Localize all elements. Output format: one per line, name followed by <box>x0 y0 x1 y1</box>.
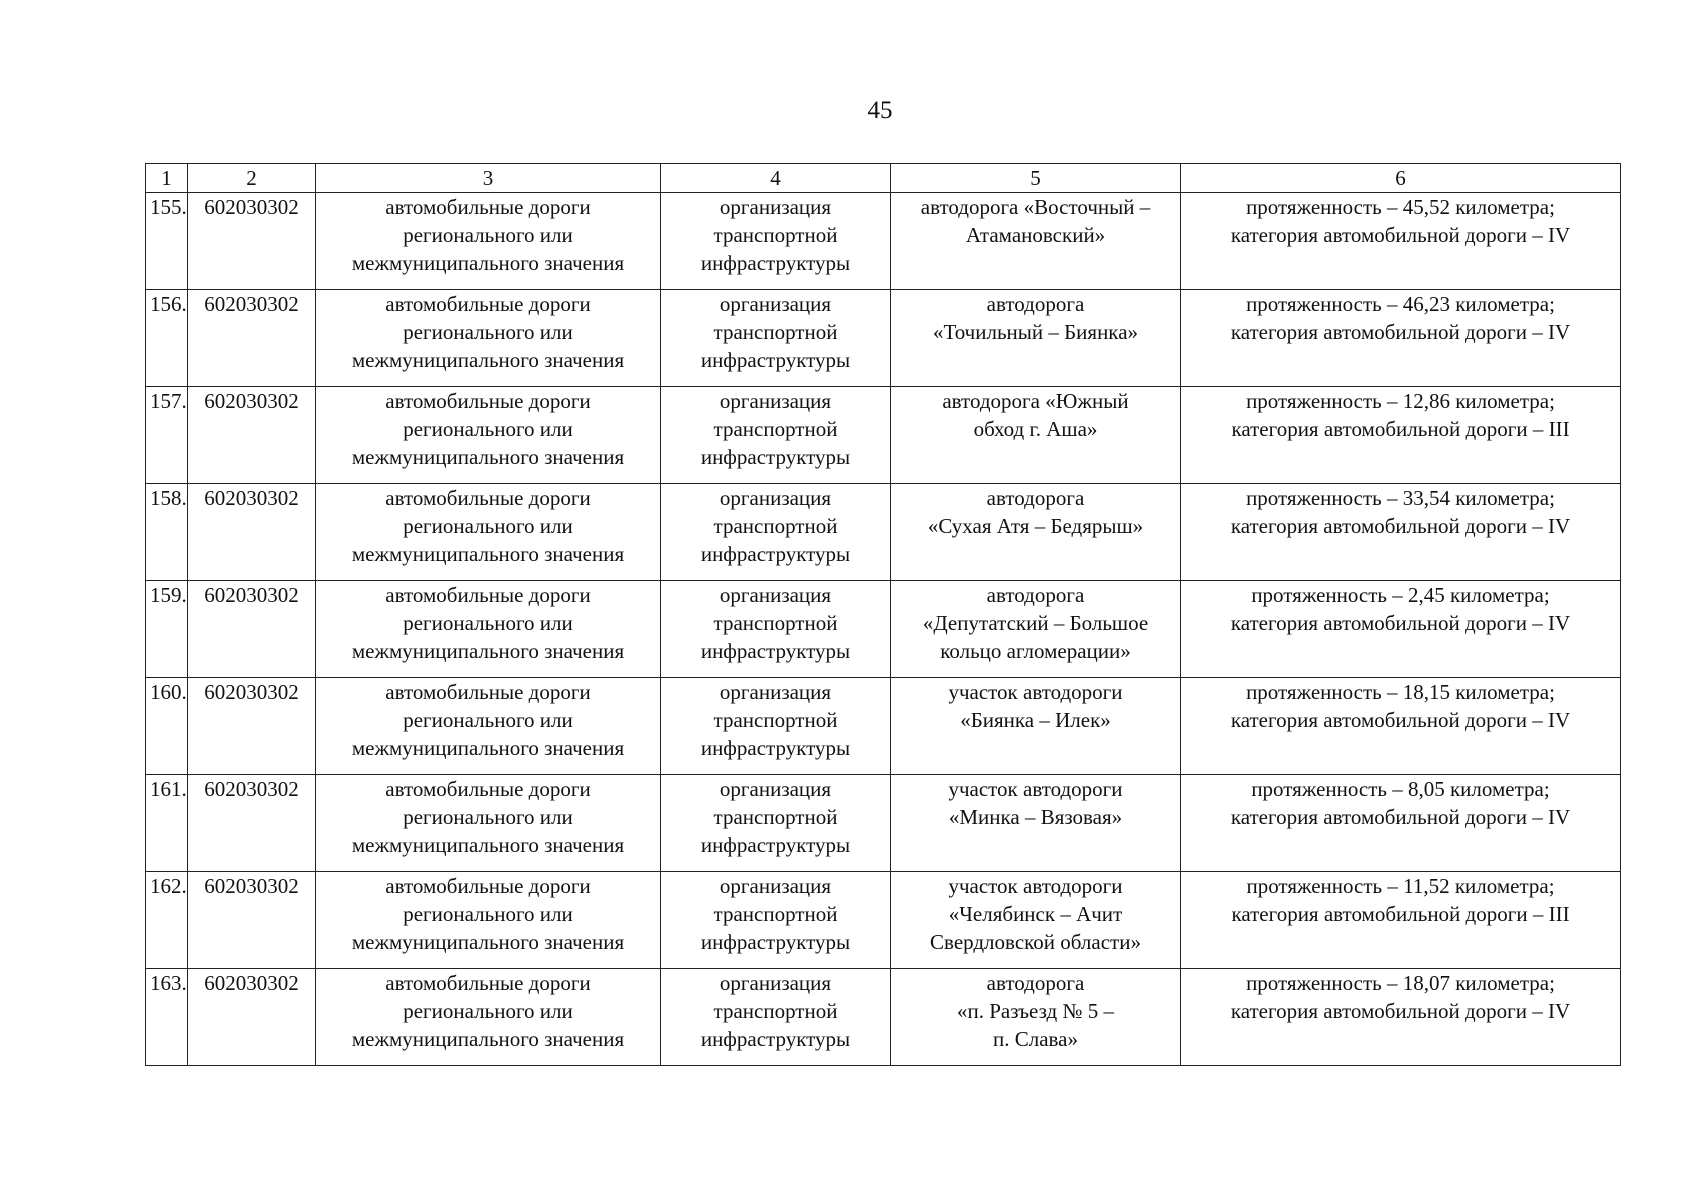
object-type-line: автомобильные дороги <box>385 195 591 219</box>
object-name <box>891 484 1181 581</box>
object-purpose-line: транспортной <box>713 805 838 829</box>
object-type-line: регионального или <box>403 708 573 732</box>
object-purpose-line: транспортной <box>713 999 838 1023</box>
row-number: 161. <box>146 775 188 872</box>
object-characteristics-line: протяженность – 2,45 километра; <box>1251 583 1550 607</box>
object-purpose-line: транспортной <box>713 417 838 441</box>
object-purpose-line: организация <box>719 486 832 510</box>
object-type-line: регионального или <box>403 611 573 635</box>
object-name-line: участок автодороги <box>948 680 1123 704</box>
object-type-line: регионального или <box>403 999 573 1023</box>
object-purpose-line: транспортной <box>713 902 838 926</box>
object-type-line: межмуниципального значения <box>351 445 625 469</box>
object-type-line: регионального или <box>403 805 573 829</box>
object-characteristics <box>1181 969 1621 1066</box>
object-characteristics-line: категория автомобильной дороги – IV <box>1230 611 1571 635</box>
object-characteristics-line: протяженность – 46,23 километра; <box>1246 292 1555 316</box>
object-purpose-line: организация <box>719 777 832 801</box>
object-characteristics-line: протяженность – 18,15 километра; <box>1246 680 1555 704</box>
page-number: 45 <box>867 97 893 124</box>
object-name-line: участок автодороги <box>948 777 1123 801</box>
object-name <box>891 290 1181 387</box>
object-characteristics-line: категория автомобильной дороги – IV <box>1230 320 1571 344</box>
object-purpose <box>661 581 891 678</box>
object-purpose <box>661 775 891 872</box>
object-purpose-line: транспортной <box>713 223 838 247</box>
object-type-line: автомобильные дороги <box>385 777 591 801</box>
object-type-line: регионального или <box>403 223 573 247</box>
object-type-line: автомобильные дороги <box>385 583 591 607</box>
table-row <box>146 387 1621 484</box>
object-type-line: регионального или <box>403 902 573 926</box>
object-name <box>891 678 1181 775</box>
object-type-line: межмуниципального значения <box>351 736 625 760</box>
object-name-line: Атамановский» <box>965 223 1106 247</box>
object-type-line: автомобильные дороги <box>385 389 591 413</box>
object-purpose-line: инфраструктуры <box>700 251 851 275</box>
object-name <box>891 872 1181 969</box>
object-type-line: межмуниципального значения <box>351 930 625 954</box>
object-purpose-line: организация <box>719 389 832 413</box>
object-type <box>316 969 661 1066</box>
table-row <box>146 193 1621 290</box>
header-row <box>146 164 1621 193</box>
object-characteristics <box>1181 581 1621 678</box>
object-purpose-line: транспортной <box>713 611 838 635</box>
object-name-line: «п. Разъезд № 5 – <box>957 999 1114 1023</box>
object-code: 602030302 <box>188 969 316 1066</box>
object-name-line: «Минка – Вязовая» <box>948 805 1123 829</box>
table-body <box>146 193 1621 1066</box>
object-purpose-line: организация <box>719 680 832 704</box>
object-name-line: участок автодороги <box>948 874 1123 898</box>
object-name-line: обход г. Аша» <box>973 417 1098 441</box>
object-code: 602030302 <box>188 775 316 872</box>
object-name-line: «Депутатский – Большое <box>922 611 1149 635</box>
row-number: 155. <box>146 193 188 290</box>
table-row <box>146 775 1621 872</box>
object-type-line: межмуниципального значения <box>351 348 625 372</box>
object-purpose-line: организация <box>719 195 832 219</box>
object-characteristics-line: протяженность – 8,05 километра; <box>1251 777 1550 801</box>
object-name-line: «Биянка – Илек» <box>960 708 1111 732</box>
object-purpose-line: инфраструктуры <box>700 445 851 469</box>
object-name <box>891 581 1181 678</box>
object-characteristics <box>1181 872 1621 969</box>
object-type-line: межмуниципального значения <box>351 833 625 857</box>
object-characteristics-line: протяженность – 33,54 километра; <box>1246 486 1555 510</box>
object-name <box>891 193 1181 290</box>
object-name-line: автодорога <box>986 583 1085 607</box>
object-name-line: автодорога <box>986 486 1085 510</box>
object-type <box>316 387 661 484</box>
object-purpose-line: инфраструктуры <box>700 348 851 372</box>
object-code: 602030302 <box>188 387 316 484</box>
object-purpose-line: организация <box>719 971 832 995</box>
object-purpose <box>661 387 891 484</box>
object-code: 602030302 <box>188 484 316 581</box>
table-header <box>146 164 1621 193</box>
object-characteristics <box>1181 193 1621 290</box>
object-code: 602030302 <box>188 290 316 387</box>
object-type-line: автомобильные дороги <box>385 486 591 510</box>
object-characteristics-line: категория автомобильной дороги – IV <box>1230 514 1571 538</box>
object-type-line: регионального или <box>403 417 573 441</box>
object-purpose-line: транспортной <box>713 708 838 732</box>
object-characteristics-line: протяженность – 11,52 километра; <box>1246 874 1555 898</box>
object-name-line: автодорога «Южный <box>942 389 1129 413</box>
object-characteristics <box>1181 387 1621 484</box>
object-purpose-line: организация <box>719 292 832 316</box>
column-header-6: 6 <box>1181 164 1621 193</box>
object-code: 602030302 <box>188 581 316 678</box>
column-header-5: 5 <box>891 164 1181 193</box>
object-characteristics-line: протяженность – 45,52 километра; <box>1246 195 1555 219</box>
object-purpose <box>661 969 891 1066</box>
object-type <box>316 193 661 290</box>
table-row <box>146 290 1621 387</box>
row-number: 159. <box>146 581 188 678</box>
row-number: 162. <box>146 872 188 969</box>
object-characteristics-line: протяженность – 18,07 километра; <box>1246 971 1555 995</box>
object-name-line: кольцо агломерации» <box>940 639 1131 663</box>
object-type-line: межмуниципального значения <box>351 639 625 663</box>
object-code: 602030302 <box>188 872 316 969</box>
object-characteristics-line: категория автомобильной дороги – III <box>1231 417 1570 441</box>
object-name <box>891 775 1181 872</box>
object-type-line: межмуниципального значения <box>351 1027 625 1051</box>
object-type-line: регионального или <box>403 514 573 538</box>
object-name-line: Свердловской области» <box>930 930 1141 954</box>
object-name-line: автодорога «Восточный – <box>920 195 1151 219</box>
object-purpose <box>661 678 891 775</box>
object-name <box>891 387 1181 484</box>
object-name-line: «Сухая Атя – Бедярыш» <box>927 514 1144 538</box>
object-characteristics <box>1181 290 1621 387</box>
object-purpose-line: транспортной <box>713 514 838 538</box>
object-name-line: автодорога <box>986 971 1085 995</box>
object-characteristics <box>1181 775 1621 872</box>
object-type-line: автомобильные дороги <box>385 971 591 995</box>
object-type <box>316 484 661 581</box>
object-characteristics-line: категория автомобильной дороги – IV <box>1230 223 1571 247</box>
object-type-line: межмуниципального значения <box>351 251 625 275</box>
row-number: 160. <box>146 678 188 775</box>
object-purpose <box>661 290 891 387</box>
row-number: 157. <box>146 387 188 484</box>
object-type <box>316 775 661 872</box>
object-purpose <box>661 193 891 290</box>
object-purpose-line: инфраструктуры <box>700 930 851 954</box>
object-name-line: «Челябинск – Ачит <box>948 902 1123 926</box>
row-number: 163. <box>146 969 188 1066</box>
object-purpose-line: инфраструктуры <box>700 639 851 663</box>
object-type-line: автомобильные дороги <box>385 680 591 704</box>
object-purpose <box>661 484 891 581</box>
table-row <box>146 872 1621 969</box>
object-characteristics-line: категория автомобильной дороги – IV <box>1230 805 1571 829</box>
object-name <box>891 969 1181 1066</box>
object-characteristics-line: протяженность – 12,86 километра; <box>1246 389 1555 413</box>
object-purpose-line: организация <box>719 874 832 898</box>
column-header-1: 1 <box>146 164 188 193</box>
object-type <box>316 872 661 969</box>
object-name-line: автодорога <box>986 292 1085 316</box>
object-type <box>316 678 661 775</box>
table-row <box>146 581 1621 678</box>
object-characteristics-line: категория автомобильной дороги – IV <box>1230 708 1571 732</box>
object-characteristics-line: категория автомобильной дороги – III <box>1231 902 1570 926</box>
object-code: 602030302 <box>188 193 316 290</box>
object-name-line: п. Слава» <box>992 1027 1078 1051</box>
table-row <box>146 678 1621 775</box>
object-purpose <box>661 872 891 969</box>
object-type-line: межмуниципального значения <box>351 542 625 566</box>
row-number: 158. <box>146 484 188 581</box>
column-header-4: 4 <box>661 164 891 193</box>
row-number: 156. <box>146 290 188 387</box>
object-type <box>316 581 661 678</box>
object-type-line: автомобильные дороги <box>385 874 591 898</box>
object-characteristics <box>1181 678 1621 775</box>
object-characteristics-line: категория автомобильной дороги – IV <box>1230 999 1571 1023</box>
object-code: 602030302 <box>188 678 316 775</box>
object-purpose-line: инфраструктуры <box>700 736 851 760</box>
column-header-3: 3 <box>316 164 661 193</box>
column-header-2: 2 <box>188 164 316 193</box>
object-type-line: автомобильные дороги <box>385 292 591 316</box>
object-purpose-line: инфраструктуры <box>700 833 851 857</box>
object-characteristics <box>1181 484 1621 581</box>
roads-table <box>145 163 1621 1066</box>
object-name-line: «Точильный – Биянка» <box>932 320 1139 344</box>
table-row <box>146 969 1621 1066</box>
object-purpose-line: организация <box>719 583 832 607</box>
object-purpose-line: инфраструктуры <box>700 542 851 566</box>
object-type-line: регионального или <box>403 320 573 344</box>
table-row <box>146 484 1621 581</box>
object-purpose-line: транспортной <box>713 320 838 344</box>
object-purpose-line: инфраструктуры <box>700 1027 851 1051</box>
object-type <box>316 290 661 387</box>
